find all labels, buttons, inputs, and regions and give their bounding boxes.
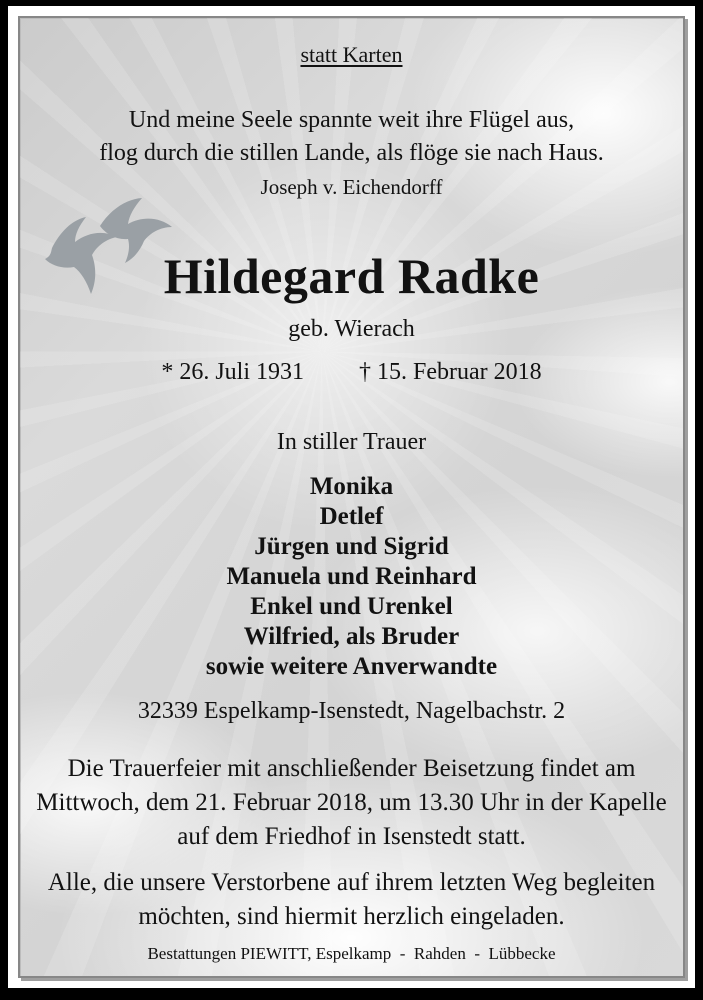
mourner-name: Manuela und Reinhard	[226, 563, 477, 590]
death-date: † 15. Februar 2018	[359, 359, 542, 385]
mourner-name: Jürgen und Sigrid	[254, 533, 449, 560]
mourner-name: Monika	[309, 473, 394, 500]
life-dates	[161, 356, 541, 388]
poem	[99, 104, 604, 170]
mourner-name: Enkel und Urenkel	[250, 593, 453, 620]
funeral-announcement: Die Trauerfeier mit anschließender Beisetzung findet am Mittwoch, dem 21. Februar 2018, um 13.30 Uhr in der Kapelle auf dem Friedhof in Isenstedt statt.	[36, 755, 667, 850]
mourners-list	[206, 472, 497, 682]
poem-line-2: flog durch die stillen Lande, als flöge sie nach Haus.	[99, 140, 604, 166]
mourner-name: Wilfried, als Bruder	[243, 623, 460, 650]
notice-content	[20, 18, 683, 976]
deceased-name: Hildegard Radke	[163, 248, 540, 304]
poem-attribution: Joseph v. Eichendorff	[260, 175, 443, 199]
mourner-name: sowie weitere Anverwandte	[205, 653, 498, 680]
statt-karten-label: statt Karten	[300, 42, 403, 67]
birth-date: * 26. Juli 1931	[161, 359, 305, 385]
mourner-name: Detlef	[319, 503, 384, 530]
invitation-text: Alle, die unsere Verstorbene auf ihrem letzten Weg begleiten möchten, sind hiermit herzlich eingeladen.	[47, 869, 656, 930]
funeral-home-footer: Bestattungen PIEWITT, Espelkamp - Rahden - Lübbecke	[147, 944, 556, 963]
notice-frame	[18, 16, 685, 978]
mourning-intro: In stiller Trauer	[276, 429, 427, 455]
poem-line-1: Und meine Seele spannte weit ihre Flügel aus,	[128, 107, 575, 133]
address: 32339 Espelkamp-Isenstedt, Nagelbachstr. 2	[137, 698, 566, 724]
obituary-card	[8, 6, 695, 988]
maiden-name: geb. Wierach	[288, 316, 415, 342]
